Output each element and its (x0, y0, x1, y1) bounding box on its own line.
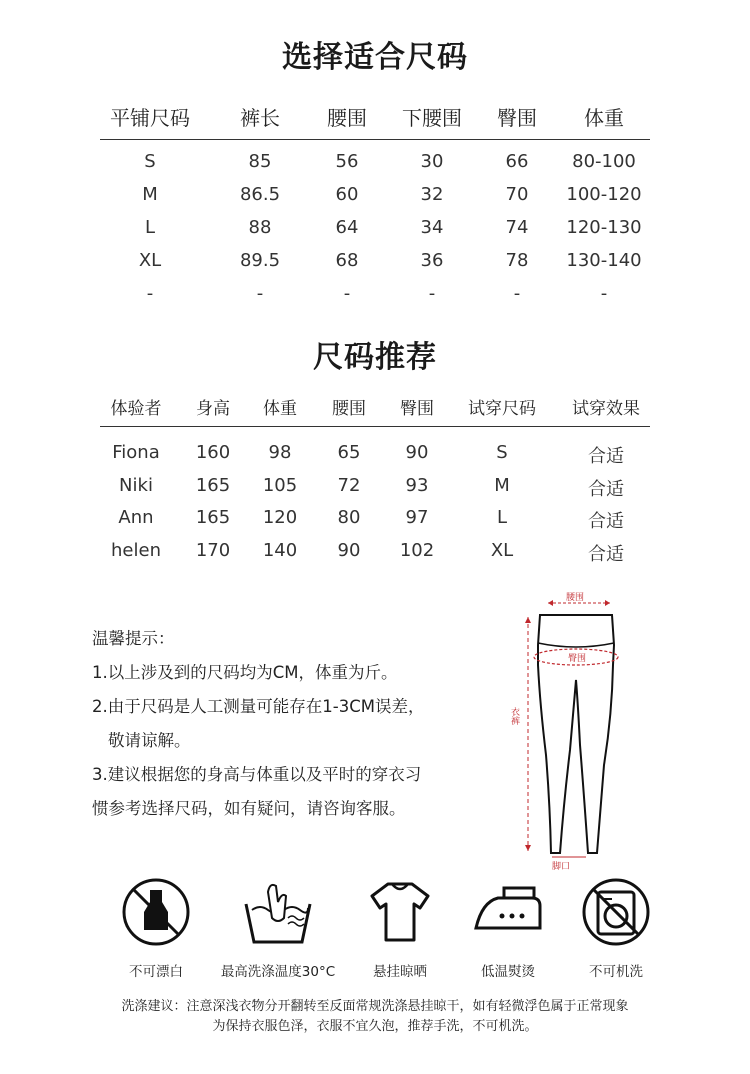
table-row (100, 184, 650, 217)
size-chart-cell: 80-100 (572, 151, 636, 172)
recommend-cell: 165 (195, 507, 231, 528)
size-chart-cell: - (428, 283, 436, 304)
recommend-cell: 80 (337, 507, 361, 528)
hip-label: 臀围 (568, 654, 587, 664)
table-row (100, 283, 650, 316)
size-chart-cell: 30 (420, 151, 444, 172)
recommend-cell: 72 (337, 474, 361, 496)
recommend-cell: 165 (195, 474, 231, 496)
recommend-cell: XL (490, 539, 514, 561)
recommend-cell: 90 (337, 539, 361, 561)
size-chart-cell: 100-120 (566, 184, 642, 205)
size-chart-cell: 85 (248, 151, 272, 172)
size-chart-cell: 36 (420, 250, 444, 271)
tips-block (92, 622, 492, 826)
size-chart-cell: 89.5 (239, 250, 281, 271)
hem-label: 脚口 (552, 862, 571, 872)
size-chart-cell: 32 (420, 184, 444, 205)
pants-measure-diagram (500, 585, 650, 875)
recommend-cell: 120 (262, 507, 298, 528)
recommend-cell: 93 (405, 474, 429, 496)
no-machine-wash-icon (576, 872, 656, 952)
tip-line-4: 3.建议根据您的身高与体重以及平时的穿衣习 (92, 765, 422, 784)
size-chart-header-cell: 下腰围 (402, 106, 462, 130)
leggings-illustration (500, 585, 650, 875)
recommend-header-cell: 体重 (263, 399, 297, 419)
recommend-cell: helen (111, 539, 161, 561)
care-label-no-machine-wash: 不可机洗 (589, 964, 643, 980)
size-chart-cell: 66 (505, 151, 529, 172)
waist-label: 腰围 (566, 593, 585, 603)
care-label-wash-30: 最高洗涤温度30°C (220, 964, 336, 980)
size-chart-cell: S (144, 151, 156, 172)
size-chart-header-cell: 平铺尺码 (110, 106, 190, 130)
care-item-no-machine-wash (551, 872, 681, 980)
size-chart-cell: L (144, 217, 156, 238)
size-chart-header-cell: 腰围 (327, 106, 367, 130)
low-iron-icon (468, 872, 548, 952)
size-chart-cell: 60 (335, 184, 359, 205)
size-chart-header-cell: 裤长 (240, 106, 280, 130)
table-row (100, 540, 650, 573)
size-chart-cell: 64 (335, 217, 359, 238)
recommend-cell: M (494, 474, 510, 496)
length-label: 衣裤 (509, 707, 519, 725)
size-chart-cell: XL (138, 250, 162, 271)
hang-dry-icon (360, 872, 440, 952)
recommend-cell: 合适 (588, 478, 624, 500)
care-symbols (0, 872, 750, 982)
recommend-header-cell: 身高 (196, 399, 230, 419)
size-chart-cell: 130-140 (566, 250, 642, 271)
table-row (100, 151, 650, 184)
wash-30-icon (238, 872, 318, 952)
tip-line-5: 惯参考选择尺码，如有疑问，请咨询客服。 (92, 799, 406, 818)
tips-heading: 温馨提示： (92, 629, 175, 648)
size-chart-cell: M (142, 184, 158, 205)
size-chart-header-cell: 体重 (584, 106, 624, 130)
recommend-header-cell: 试穿尺码 (468, 399, 536, 419)
recommend-cell: Ann (118, 507, 154, 528)
size-chart-cell: 70 (505, 184, 529, 205)
tip-line-3: 敬请谅解。 (108, 731, 191, 750)
size-chart-body (100, 140, 650, 316)
recommend-cell: 170 (195, 539, 231, 561)
size-chart-cell: - (146, 283, 154, 304)
recommend-cell: 160 (195, 442, 231, 463)
size-chart-cell: 34 (420, 217, 444, 238)
recommend-header-cell: 腰围 (332, 399, 366, 419)
recommend-cell: 105 (262, 474, 298, 496)
recommend-header-cell: 试穿效果 (572, 399, 640, 419)
recommend-cell: 90 (405, 442, 429, 463)
recommend-cell: Fiona (112, 442, 160, 463)
wash-note-line-1: 洗涤建议：注意深浅衣物分开翻转至反面常规洗涤悬挂晾干，如有轻微浮色属于正常现象 (121, 999, 629, 1014)
size-chart-cell: 68 (335, 250, 359, 271)
wash-note-line-2: 为保持衣服色泽，衣服不宜久泡，推荐手洗，不可机洗。 (212, 1019, 538, 1034)
recommend-header-cell: 体验者 (110, 399, 162, 419)
size-chart-cell: 86.5 (239, 184, 281, 205)
size-chart-table (100, 92, 650, 316)
no-bleach-icon (116, 872, 196, 952)
recommend-header (100, 385, 650, 427)
recommend-cell: 98 (268, 442, 292, 463)
recommend-table (100, 385, 650, 572)
recommend-cell: 65 (337, 442, 361, 463)
size-chart-cell: - (600, 283, 608, 304)
size-chart-cell: 74 (505, 217, 529, 238)
recommend-cell: 97 (405, 507, 429, 528)
care-item-wash-30 (213, 872, 343, 980)
size-chart-cell: - (513, 283, 521, 304)
size-chart-header-cell: 臀围 (497, 106, 537, 130)
recommend-cell: S (496, 442, 508, 463)
tip-line-2: 2.由于尺码是人工测量可能存在1-3CM误差， (92, 697, 425, 716)
recommend-cell: 合适 (588, 511, 624, 532)
care-item-no-bleach (91, 872, 221, 980)
recommend-cell: L (496, 507, 508, 528)
table-row (100, 217, 650, 250)
table-row (100, 475, 650, 508)
size-chart-cell: 78 (505, 250, 529, 271)
care-label-hang-dry: 悬挂晾晒 (373, 964, 427, 980)
recommend-cell: 140 (262, 539, 298, 561)
care-label-no-bleach: 不可漂白 (129, 964, 183, 980)
recommend-cell: 合适 (588, 446, 624, 467)
size-chart-header (100, 92, 650, 140)
recommend-cell: 102 (399, 539, 435, 561)
size-chart-cell: 120-130 (566, 217, 642, 238)
recommend-header-cell: 臀围 (400, 399, 434, 419)
size-chart-cell: - (343, 283, 351, 304)
care-label-low-iron: 低温熨烫 (481, 964, 535, 980)
size-chart-cell: 88 (248, 217, 272, 238)
recommend-cell: 合适 (588, 543, 624, 565)
tip-line-1: 1.以上涉及到的尺码均为CM，体重为斤。 (92, 663, 398, 682)
table-row (100, 507, 650, 540)
table-row (100, 250, 650, 283)
recommend-title: 尺码推荐 (313, 340, 437, 375)
size-chart-cell: 56 (335, 151, 359, 172)
size-chart-cell: - (256, 283, 264, 304)
table-row (100, 442, 650, 475)
recommend-cell: Niki (119, 474, 153, 496)
recommend-body (100, 427, 650, 572)
size-chart-title: 选择适合尺码 (282, 40, 468, 75)
